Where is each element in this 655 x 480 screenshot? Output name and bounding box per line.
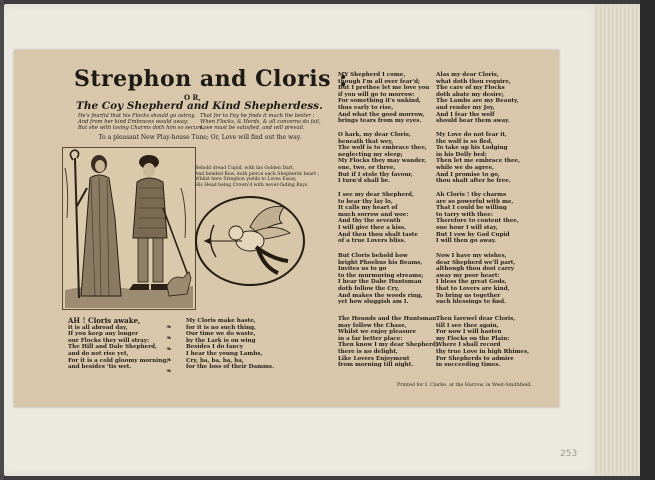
stanza-line: doth abate my desire; (436, 91, 504, 98)
stanza-line: much sorrow and woe: (338, 211, 409, 218)
stanza-line: The Hounds and the Huntsman (338, 316, 437, 322)
stanza-11 (338, 316, 438, 369)
stanza-line: and render my Joy, (436, 104, 495, 111)
caption-line: Whilst here Strephon yields to Loves Essay, (195, 177, 297, 183)
stanza-12 (436, 316, 529, 369)
stanza-line: My Cloris make haste, (186, 318, 256, 324)
stanza-line: And I promise to go, (436, 171, 500, 178)
stanza-line: But I prethee let me love you (338, 85, 430, 92)
stanza-9 (338, 253, 423, 306)
stanza-line: by the Lark is on wing (186, 337, 256, 344)
stanza-line: The care of my Flocks (436, 85, 505, 92)
stanza-line: that to Lovers are kind, (436, 285, 510, 292)
fleuron-icon: ❧ (166, 367, 172, 375)
verse-line: But she with loving Charms doth him so secure, (78, 125, 205, 132)
stanza-line: though I'm all over fear'd; (338, 78, 421, 85)
shepherd-couple-woodcut (62, 147, 196, 310)
stanza-line: our Flocks they will stray: (68, 337, 150, 344)
stanza-line: Cry, ba, ba, ba, ba, (186, 357, 244, 364)
stanza-line: Like Lovers Enjoyment (338, 355, 410, 362)
stanza-line: thou shalt after be free. (436, 178, 511, 185)
verse-line: He's fearful that his Flocks should go astray, (78, 113, 196, 119)
stanza-line: dear Shepherd we'll part, (436, 259, 516, 266)
stanza-line: My Flocks they may wander, (338, 158, 427, 165)
broadside-sheet (14, 50, 559, 407)
stanza-line: I hear the young Lambs, (186, 350, 263, 357)
fleuron-icon: ❧ (166, 334, 172, 342)
stanza-6 (436, 132, 520, 185)
caption-line: And bended Bow, doth pierce each Shepherds heart ; (195, 171, 320, 177)
stanza-line: while we do agree, (436, 164, 495, 171)
stanza-line: Invites us to go (338, 266, 387, 273)
stanza-line: from morning till night. (338, 362, 414, 369)
stanza-line: And then thou shalt taste (338, 231, 418, 238)
stanza-line: If you keep any longer (68, 331, 139, 338)
stanza-line: there is no delight, (338, 348, 398, 355)
stanza-line: beneath that wey, (338, 138, 394, 145)
stanza-line: For now I will hasten (436, 329, 502, 336)
stanza-line: if you will go to morrow: (338, 91, 415, 98)
fleuron-icon: ❧ (166, 323, 172, 331)
stanza-line: neglecting my sleep; (338, 151, 403, 158)
stanza-line: And makes the woods ring, (338, 292, 423, 299)
stanza-line: Where I shall record (436, 342, 501, 349)
stanza-4 (436, 72, 519, 125)
stanza-line: For something it's unkind, (338, 98, 421, 105)
stanza-line: till I see thee again, (436, 322, 499, 329)
stanza-line: to the murmuring streams; (338, 272, 424, 279)
stanza-line: my Flocks on the Plain: (436, 335, 510, 342)
stanza-line: MY Shepherd I come, (338, 72, 406, 78)
stanza-line: yet how sluggish am I. (338, 299, 409, 306)
stanza-line: and besides 'tis wet. (68, 364, 132, 371)
stanza-line: That I could be willing (436, 205, 507, 212)
stanza-line: I hear the Dabe Huntsman (338, 279, 422, 286)
stanza-line: And I fear the wolf (436, 111, 495, 118)
stanza-8 (436, 192, 519, 245)
stanza-line: one hour I will stay, (436, 224, 498, 231)
stanza-line: I will give thee a kiss, (338, 224, 407, 231)
fleuron-icon: ❧ (166, 345, 172, 353)
stanza-line: Besides I do fancy (186, 344, 244, 351)
stanza-line: Then know I my dear Shepherd, (338, 342, 438, 349)
stanza-line: But if I stole thy favour, (338, 171, 413, 178)
stanza-line: Then let me embrace thee, (436, 158, 521, 165)
stanza-line: But I vow by God Cupid (436, 231, 510, 238)
stanza-line: O hark, my dear Cloris, (338, 132, 411, 138)
stanza-line: in his Dolly bed: (436, 151, 487, 158)
stanza-line: But Cloris behold how (338, 253, 408, 259)
printer-imprint: Printed for I. Clarke, at the Harrow, in West-Smithfield. (397, 383, 532, 388)
stanza-3 (338, 72, 429, 125)
stanza-line: in a far better place: (338, 335, 403, 342)
stanza-7 (338, 192, 418, 245)
folio-number: 253 (560, 449, 578, 459)
stanza-line: it is all abroad day, (68, 324, 128, 331)
stanza-line: For Shepherds to admire (436, 355, 514, 362)
stanza-line: bright Phoebus his Beams, (338, 259, 423, 266)
stanza-line: I bless the great Gods, (436, 279, 507, 286)
page-stack-edge (594, 4, 640, 476)
cupid-roundel (192, 193, 310, 289)
caption-line: His Head being Crown'd with never-fading Bays. (195, 182, 309, 188)
stanza-line: I turn'd shall be. (338, 178, 391, 185)
stanza-line: Ah Cloris ! thy charms (436, 192, 507, 198)
stanza-line: thus early to rise, (338, 104, 394, 111)
stanza-line: in succeeding times. (436, 362, 501, 369)
stanza-line: The Lambs are my Beauty, (436, 98, 519, 105)
stanza-line: to tarry with thee: (436, 211, 493, 218)
verse-line: When Flocks, & Herds, & all concerns do fail, (200, 119, 321, 126)
stanza-line: I will then go away. (436, 238, 497, 245)
stanza-line: to bear thy lay lo, (338, 198, 393, 205)
stanza-line: thy true Love in high Rhimes, (436, 348, 530, 355)
broadside-subtitle: The Coy Shepherd and Kind Shepherdess. (76, 100, 323, 112)
stanza-line: for the loss of their Damms. (186, 364, 275, 371)
stanza-10 (436, 253, 515, 306)
stanza-line: To take up his Lodging (436, 145, 508, 152)
stanza-line: brings tears from my eyes. (338, 118, 422, 125)
printers-ornaments (166, 322, 180, 377)
stanza-line: Our time we do waste, (186, 331, 256, 338)
woodcut-caption (195, 166, 320, 188)
stanza-line: My Love do not fear it, (436, 132, 507, 138)
stanza-line: For it is a cold gloomy morning, (68, 357, 169, 364)
stanza-line: Now I have my wishes, (436, 253, 507, 259)
stanza-line: what doth thou require, (436, 78, 511, 85)
verse-line: And from her kind Embraces would away: (78, 119, 189, 126)
title-or: O R, (184, 93, 201, 102)
stanza-line: Therefore to content thee, (436, 218, 519, 225)
argument-verse-right (200, 113, 321, 132)
stanza-2 (186, 318, 274, 371)
stanza-line: Whilst we enjoy pleasure (338, 329, 417, 336)
stanza-line: Then farewel dear Cloris, (436, 316, 516, 322)
cupid-illustration (192, 193, 310, 289)
stanza-line: although thou dost carry (436, 266, 515, 273)
album-binding (640, 0, 655, 480)
stanza-line: and do not rise yet, (68, 350, 129, 357)
stanza-line: the wolf is so fled, (436, 138, 493, 145)
stanza-line: for it is no such thing, (186, 324, 256, 331)
stanza-5 (338, 132, 427, 185)
stanza-line: I see my dear Shepherd, (338, 192, 414, 198)
stanza-line: And what the good morrow, (338, 111, 425, 118)
stanza-line: Alas my dear Cloris, (436, 72, 499, 78)
stanza-line: one, two, or three, (338, 164, 396, 171)
stanza-line: To bring us together (436, 292, 501, 299)
stanza-1 (68, 318, 168, 371)
stanza-line: And thy the seventh (338, 218, 401, 225)
stanza-line: may follow the Chase, (338, 322, 407, 329)
stanza-line: such blessings to find. (436, 299, 506, 306)
stanza-line: are so powerful with me, (436, 198, 514, 205)
argument-verse-left (78, 113, 205, 132)
stanza-line: away my poor heart: (436, 272, 500, 279)
woodcut-illustration (63, 148, 195, 309)
stanza-line: of a true Lovers bliss. (338, 238, 406, 245)
stanza-line: AH ! Cloris awake, (68, 316, 141, 325)
stanza-line: should bear them away. (436, 118, 510, 125)
broadside-title: Strephon and Cloris : (74, 66, 348, 92)
tune-direction: To a pleasant New Play-house Tune; Or, Love will find out the way. (98, 134, 302, 141)
stanza-line: doth follow the Cry, (338, 285, 400, 292)
caption-line: Behold dread Cupid, with his Golden Dart, (195, 166, 295, 171)
verse-line: That for to Fay he finds it much the better : (200, 113, 315, 119)
stanza-line: The Hill and Dale Shepherd, (68, 344, 158, 351)
stanza-line: The wolf is to embrace thee, (338, 145, 427, 152)
stanza-line: It calls my heart of (338, 205, 398, 212)
fleuron-icon: ❧ (166, 356, 172, 364)
verse-line: Love must be satisfied, and will prevail. (200, 125, 305, 132)
